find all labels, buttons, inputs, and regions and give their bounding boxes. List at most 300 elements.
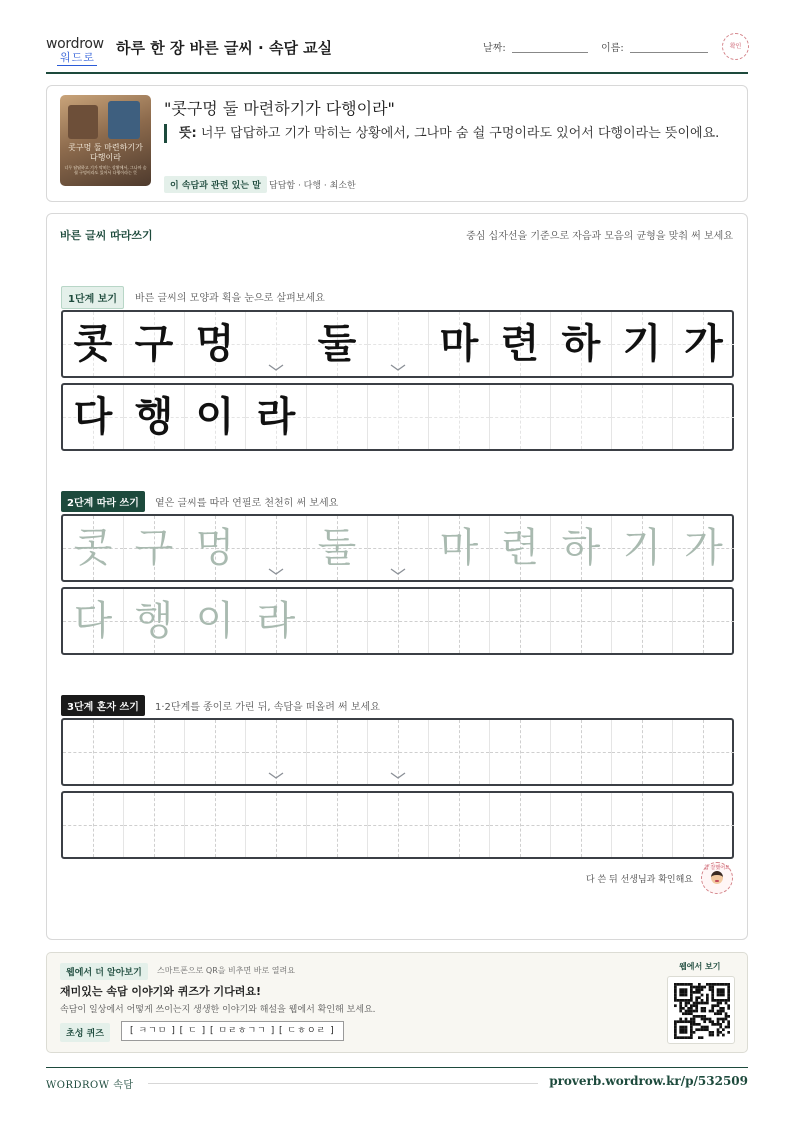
grid-character: 가 [684,321,723,367]
qr-module [690,988,693,991]
qr-module [719,988,722,991]
qr-module [698,983,701,986]
qr-module [685,1018,688,1021]
qr-module [703,1028,706,1031]
qr-module [695,1007,698,1010]
qr-module [717,994,720,997]
qr-module [727,999,730,1002]
qr-module [719,983,722,986]
qr-module [698,1015,701,1018]
grid-cell[interactable] [551,516,612,580]
qr-module [690,986,693,989]
qr-module [695,1015,698,1018]
step2-label: 2단계 따라 쓰기 [61,491,145,512]
grid-cell[interactable] [63,516,124,580]
qr-module [679,1031,682,1034]
qr-module [685,991,688,994]
grid-cell[interactable] [124,720,185,784]
grid-cell[interactable] [307,793,368,857]
qr-module [727,986,730,989]
qr-module [701,1002,704,1005]
qr-module [703,1018,706,1021]
qr-module [711,1034,714,1037]
grid-cell[interactable] [368,793,429,857]
qr-module [690,1026,693,1029]
step2-row-1[interactable] [61,514,734,582]
qr-module [693,1002,696,1005]
grid-cell[interactable] [63,589,124,653]
qr-module [698,991,701,994]
grid-character: 둘 [317,525,357,571]
qr-module [722,1028,725,1031]
qr-module [679,994,682,997]
name-field[interactable] [630,52,708,53]
qr-module [706,994,709,997]
grid-character: 구 [134,321,174,367]
qr-module [698,1028,701,1031]
qr-module [711,986,714,989]
qr-module [698,1002,701,1005]
step3-row-1[interactable] [61,718,734,786]
qr-code-icon [674,983,730,1039]
grid-cell[interactable] [63,720,124,784]
word-space-chevron-icon [390,568,406,576]
meaning-label: 뜻: [179,126,197,141]
qr-module [674,1020,677,1023]
qr-module [690,1034,693,1037]
qr-module [685,1002,688,1005]
step3-desc: 1·2단계를 종이로 가린 뒤, 속담을 떠올려 써 보세요 [155,702,380,713]
grid-cell[interactable] [124,589,185,653]
related-words-tag: 이 속담과 관련 있는 말 [164,176,267,193]
practice-hint: 중심 십자선을 기준으로 자음과 모음의 균형을 맞춰 써 보세요 [466,231,733,242]
qr-module [727,996,730,999]
grid-cell[interactable] [551,793,612,857]
grid-character: 마 [439,321,479,367]
qr-module [701,1036,704,1039]
qr-module [706,983,709,986]
qr-module [725,983,728,986]
qr-module [674,999,677,1002]
step1-label: 1단계 보기 [61,286,124,309]
qr-module [719,1018,722,1021]
grid-cell[interactable] [490,720,551,784]
qr-module [717,1020,720,1023]
qr-module [695,1010,698,1013]
qr-module [682,1036,685,1039]
footer-brand: WORDROW 속담 [46,1080,134,1091]
word-space-chevron-icon [268,568,284,576]
qr-module [679,1004,682,1007]
footer-url[interactable]: proverb.wordrow.kr/p/532509 [549,1074,748,1088]
grid-cell[interactable] [429,589,490,653]
grid-character: 콧 [73,525,113,571]
web-tag-desc: 스마트폰으로 QR을 비추면 바로 열려요 [157,966,295,975]
qr-module [679,1028,682,1031]
qr-module [709,986,712,989]
qr-module [719,1002,722,1005]
wordrow-logo [46,36,108,64]
qr-module [690,1028,693,1031]
qr-module [711,1020,714,1023]
grid-cell [612,312,673,376]
qr-module [717,1018,720,1021]
grid-cell[interactable] [673,589,734,653]
qr-module [719,999,722,1002]
grid-cell[interactable] [124,793,185,857]
qr-module [714,983,717,986]
grid-cell[interactable] [673,516,734,580]
qr-module [690,1020,693,1023]
qr-module [687,1007,690,1010]
qr-module [717,1023,720,1026]
practice-title: 바른 글씨 따라쓰기 [60,229,153,242]
qr-module [693,1018,696,1021]
grid-cell[interactable] [246,793,307,857]
word-space-chevron-icon [268,364,284,372]
qr-module [682,991,685,994]
qr-module [674,994,677,997]
grid-cell[interactable] [307,516,368,580]
qr-module [727,1026,730,1029]
qr-module [711,999,714,1002]
grid-cell [185,385,246,449]
grid-cell [429,312,490,376]
grid-cell[interactable] [490,589,551,653]
qr-module [685,1004,688,1007]
grid-cell [124,385,185,449]
qr-module [701,986,704,989]
qr-module [693,1010,696,1013]
qr-module [679,999,682,1002]
qr-module [690,1031,693,1034]
qr-module [727,1031,730,1034]
grid-cell[interactable] [612,793,673,857]
step1-row-1 [61,310,734,378]
qr-module [717,1028,720,1031]
qr-module [727,983,730,986]
qr-module [727,991,730,994]
check-stamp-text: 확인 [729,43,742,50]
qr-module [717,1004,720,1007]
grid-cell [368,385,429,449]
qr-module [717,1002,720,1005]
qr-label: 웹에서 보기 [679,962,721,971]
grid-character: 이 [195,394,235,440]
grid-character: 다 [73,394,113,440]
grid-cell[interactable] [673,720,734,784]
logo-korean: 워드로 [60,51,95,64]
qr-module [722,983,725,986]
grid-cell[interactable] [368,720,429,784]
grid-cell[interactable] [307,720,368,784]
qr-module [719,1026,722,1029]
qr-module [701,1026,704,1029]
grid-cell [185,312,246,376]
qr-module [717,1034,720,1037]
qr-module [693,1004,696,1007]
qr-module [674,986,677,989]
qr-code[interactable] [667,976,735,1044]
qr-module [695,991,698,994]
grid-character: 둘 [317,321,357,367]
qr-module [695,1002,698,1005]
grid-cell [124,312,185,376]
grid-cell[interactable] [612,516,673,580]
qr-module [679,988,682,991]
qr-module [685,1012,688,1015]
proverb-card [46,85,748,202]
qr-module [722,988,725,991]
grid-character: 행 [134,598,174,644]
qr-module [698,986,701,989]
grid-cell[interactable] [246,589,307,653]
qr-module [719,1031,722,1034]
grid-cell[interactable] [185,720,246,784]
qr-module [706,1002,709,1005]
grid-cell [246,385,307,449]
grid-cell[interactable] [307,589,368,653]
qr-module [674,1026,677,1029]
qr-module [722,1018,725,1021]
qr-module [701,994,704,997]
qr-module [717,1010,720,1013]
word-space-chevron-icon [268,772,284,780]
qr-module [727,1015,730,1018]
grid-cell[interactable] [185,589,246,653]
grid-cell[interactable] [673,793,734,857]
qr-module [722,994,725,997]
qr-module [709,1018,712,1021]
qr-module [682,983,685,986]
qr-module [711,1004,714,1007]
qr-module [677,983,680,986]
proverb-title: "콧구멍 둘 마련하기가 다행이라" [164,99,395,118]
qr-module [717,1012,720,1015]
qr-module [690,999,693,1002]
qr-module [677,1020,680,1023]
qr-module [687,999,690,1002]
grid-character: 라 [256,394,296,440]
grid-character: 행 [134,394,174,440]
grid-character: 멍 [195,321,235,367]
grid-cell [63,385,124,449]
qr-module [719,1012,722,1015]
qr-module [690,996,693,999]
qr-module [693,986,696,989]
qr-module [727,1020,730,1023]
qr-module [709,1034,712,1037]
grid-cell [673,312,734,376]
grid-cell[interactable] [246,720,307,784]
qr-module [703,986,706,989]
qr-module [690,1004,693,1007]
grid-character: 기 [622,525,662,571]
grid-cell[interactable] [612,720,673,784]
qr-module [709,983,712,986]
qr-module [727,988,730,991]
grid-cell[interactable] [368,516,429,580]
qr-module [679,1010,682,1013]
qr-module [690,991,693,994]
step2-row-2[interactable] [61,587,734,655]
qr-module [709,1031,712,1034]
qr-module [685,983,688,986]
qr-module [687,1012,690,1015]
grid-cell [246,312,307,376]
qr-module [714,1004,717,1007]
qr-module [698,996,701,999]
qr-module [693,991,696,994]
grid-cell [551,385,612,449]
qr-module [677,999,680,1002]
grid-cell[interactable] [429,516,490,580]
grid-cell[interactable] [551,589,612,653]
thumbnail-subcaption: 너무 답답하고 기가 막히는 상황에서, 그나마 숨 쉴 구멍이라도 있어서 다행이라는 뜻 [64,165,147,175]
grid-character: 련 [500,321,540,367]
qr-module [693,1015,696,1018]
footer-divider [148,1083,538,1084]
qr-module [685,1026,688,1029]
qr-module [679,1036,682,1039]
qr-module [690,983,693,986]
qr-module [690,994,693,997]
grid-cell[interactable] [490,516,551,580]
qr-module [719,991,722,994]
qr-module [725,1002,728,1005]
grid-cell[interactable] [246,516,307,580]
grid-character: 련 [500,525,540,571]
web-more-tag[interactable]: 웹에서 더 알아보기 [60,963,148,980]
step1-row-2 [61,383,734,451]
grid-cell [490,385,551,449]
qr-module [722,999,725,1002]
grid-cell[interactable] [612,589,673,653]
qr-module [701,1007,704,1010]
grid-cell[interactable] [124,516,185,580]
web-desc: 속담이 일상에서 어떻게 쓰이는지 생생한 이야기와 해설을 웹에서 확인해 보세요. [60,1005,376,1015]
grid-cell[interactable] [429,793,490,857]
date-field[interactable] [512,52,588,53]
mascot-stamp-icon [701,862,733,894]
qr-module [706,996,709,999]
qr-module [706,1026,709,1029]
grid-cell[interactable] [185,793,246,857]
qr-module [711,1007,714,1010]
check-stamp [722,33,749,60]
qr-module [701,1018,704,1021]
qr-module [685,1028,688,1031]
name-label: 이름: [601,43,624,54]
grid-character: 하 [561,321,601,367]
grid-cell[interactable] [490,793,551,857]
grid-cell[interactable] [429,720,490,784]
qr-module [719,1007,722,1010]
qr-module [685,988,688,991]
grid-cell [307,312,368,376]
grid-cell [551,312,612,376]
qr-module [706,1018,709,1021]
qr-module [695,1004,698,1007]
qr-module [679,1026,682,1029]
qr-module [682,1028,685,1031]
qr-module [674,991,677,994]
qr-module [722,1020,725,1023]
grid-character: 다 [73,598,113,644]
qr-module [725,1015,728,1018]
mascot-mouth [715,880,719,882]
grid-cell [368,312,429,376]
site-title: 하루 한 장 바른 글씨 · 속담 교실 [116,39,333,57]
qr-module [690,1036,693,1039]
qr-module [722,1010,725,1013]
qr-module [701,1028,704,1031]
qr-module [674,1031,677,1034]
grid-cell[interactable] [63,793,124,857]
qr-module [711,994,714,997]
qr-module [725,1012,728,1015]
qr-module [685,1031,688,1034]
step3-row-2[interactable] [61,791,734,859]
related-words: 답답함 · 다행 · 최소한 [269,181,356,191]
qr-module [711,1031,714,1034]
qr-module [682,999,685,1002]
qr-module [674,1028,677,1031]
thumbnail-figure-right [108,101,140,139]
mascot-stamp-text: 참 잘했어요 [704,865,730,871]
word-space-chevron-icon [390,772,406,780]
grid-character: 이 [195,598,235,644]
qr-module [711,1023,714,1026]
qr-module [682,1020,685,1023]
qr-module [698,1023,701,1026]
grid-character: 구 [134,525,174,571]
qr-module [690,1012,693,1015]
qr-module [703,1010,706,1013]
qr-module [711,991,714,994]
qr-module [722,991,725,994]
practice-panel [46,213,748,940]
qr-module [703,1020,706,1023]
grid-cell [429,385,490,449]
grid-cell[interactable] [551,720,612,784]
qr-module [674,1034,677,1037]
grid-cell[interactable] [368,589,429,653]
qr-module [685,1010,688,1013]
step2-desc: 옅은 글씨를 따라 연필로 천천히 써 보세요 [155,498,339,509]
qr-module [677,1036,680,1039]
qr-module [690,1018,693,1021]
qr-module [727,1023,730,1026]
qr-module [679,991,682,994]
qr-module [725,1018,728,1021]
qr-module [695,996,698,999]
footer-rule [46,1067,748,1068]
qr-module [698,1036,701,1039]
qr-module [674,983,677,986]
qr-module [674,1004,677,1007]
teacher-note: 다 쓴 뒤 선생님과 확인해요 [585,875,693,885]
grid-cell[interactable] [185,516,246,580]
qr-module [682,1026,685,1029]
qr-module [695,1028,698,1031]
qr-module [719,994,722,997]
qr-module [682,1007,685,1010]
grid-cell [673,385,734,449]
qr-module [719,1010,722,1013]
qr-module [690,1010,693,1013]
thumbnail-figure-left [68,105,98,139]
